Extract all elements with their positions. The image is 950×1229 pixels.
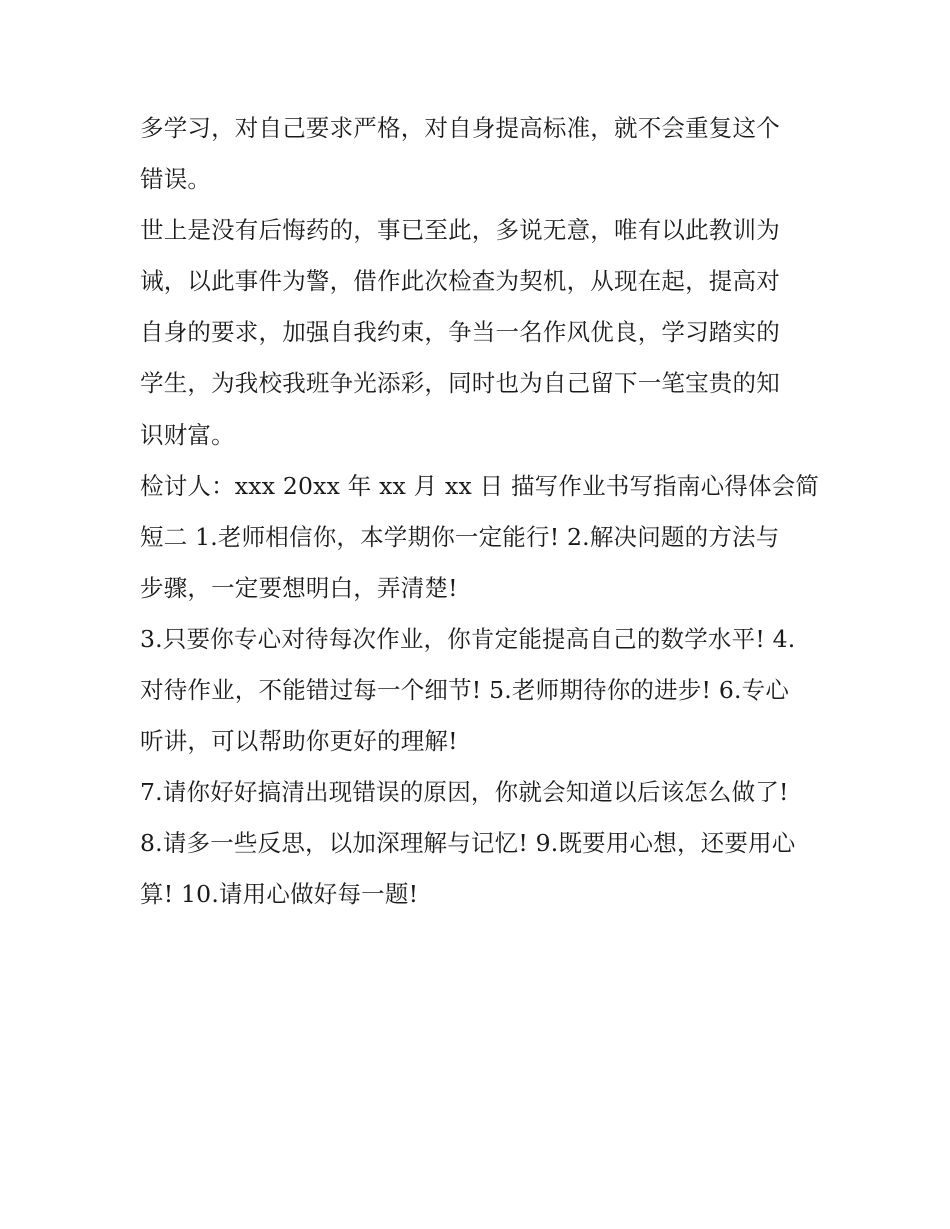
- text-line-3: 世上是没有后悔药的，事已至此，多说无意，唯有以此教训为: [140, 216, 780, 245]
- text-line-2: 错误。: [140, 165, 212, 194]
- text-line-16: 算! 10.请用心做好每一题!: [140, 880, 419, 909]
- text-line-15: 8.请多一些反思，以加深理解与记忆! 9.既要用心想，还要用心: [140, 829, 796, 858]
- text-line-13: 听讲，可以帮助你更好的理解!: [140, 727, 458, 756]
- text-line-10: 步骤，一定要想明白，弄清楚!: [140, 573, 458, 602]
- text-line-8: 检讨人：xxx 20xx 年 xx 月 xx 日 描写作业书写指南心得体会简: [140, 471, 820, 500]
- body-text: [140, 103, 820, 921]
- text-line-12: 对待作业，不能错过每一个细节! 5.老师期待你的进步! 6.专心: [140, 676, 790, 705]
- text-line-7: 识财富。: [140, 420, 235, 449]
- text-line-5: 自身的要求，加强自我约束，争当一名作风优良，学习踏实的: [140, 318, 780, 347]
- text-line-6: 学生，为我校我班争光添彩，同时也为自己留下一笔宝贵的知: [140, 369, 780, 398]
- text-line-4: 诫，以此事件为警，借作此次检查为契机，从现在起，提高对: [140, 267, 780, 296]
- text-line-11: 3.只要你专心对待每次作业，你肯定能提高自己的数学水平! 4.: [140, 624, 796, 653]
- text-line-1: 多学习，对自己要求严格，对自身提高标准，就不会重复这个: [140, 114, 780, 142]
- text-line-14: 7.请你好好搞清出现错误的原因，你就会知道以后该怎么做了!: [140, 778, 789, 807]
- text-line-9: 短二 1.老师相信你，本学期你一定能行! 2.解决问题的方法与: [140, 522, 780, 551]
